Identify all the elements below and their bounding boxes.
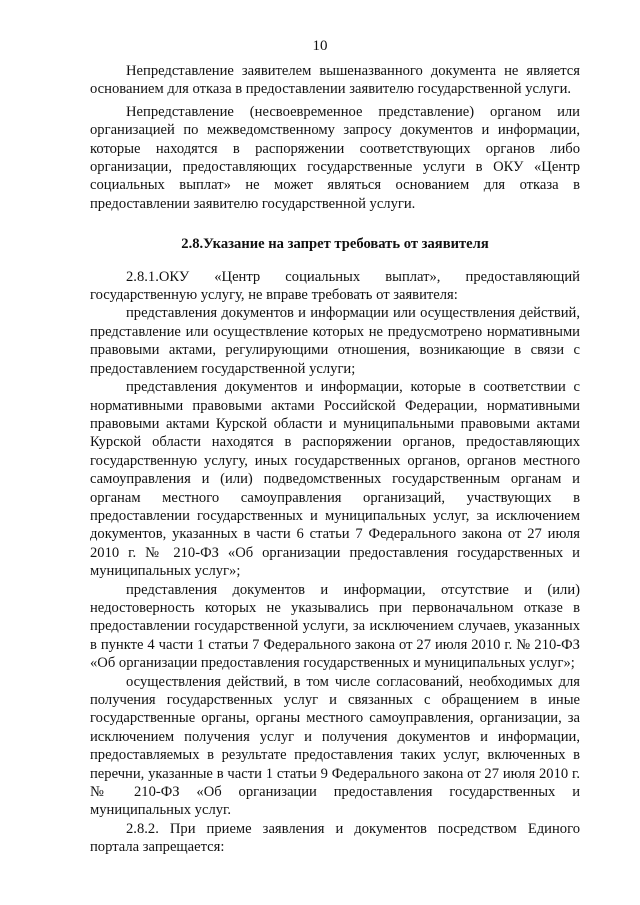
- paragraph-item-documents-in-possession: представления документов и информации, которые в соответствии с нормативными правовыми актами Российской Федерации, нормативными правовыми актами Курской области и муниципальными правовыми актами Курской области находятся в распоряжении органов, предоставляющих государственную услугу, иных государственных органов, органов местного самоуправления и (или) подведомственных государственным органам и органам местного самоуправления организаций, участвующих в предоставлении государственных и муниципальных услуг, за исключением документов, указанных в части 6 статьи 7 Федерального закона от 27 июля 2010 г. № 210-ФЗ «Об организации предоставления государственных и муниципальных услуг»;: [90, 379, 580, 580]
- document-body: [90, 62, 580, 857]
- paragraph-item-documents-not-required: представления документов и информации или осуществления действий, представление или осуществление которых не предусмотрено нормативными правовыми актами, регулирующими отношения, возникающие в связи с предоставлением государственной услуги;: [90, 305, 580, 377]
- paragraph-nonsubmission-applicant: Непредставление заявителем вышеназванного документа не является основанием для отказа в предоставлении заявителю государственной услуги.: [90, 63, 580, 98]
- paragraph-item-unreliable-documents: представления документов и информации, отсутствие и (или) недостоверность которых не указывались при первоначальном отказе в предоставлении государственной услуги, за исключением случаев, указанных в пункте 4 части 1 статьи 7 Федерального закона от 27 июля 2010 г. № 210-ФЗ «Об организации предоставления государственных и муниципальных услуг»;: [90, 581, 580, 672]
- section-heading-2-8: 2.8.Указание на запрет требовать от заявителя: [181, 236, 489, 253]
- paragraph-2-8-2: 2.8.2. При приеме заявления и документов посредством Единого портала запрещается:: [90, 820, 580, 856]
- paragraph-2-8-1: 2.8.1.ОКУ «Центр социальных выплат», предоставляющий государственную услугу, не вправе требовать от заявителя:: [90, 268, 580, 304]
- page-number: 10: [312, 38, 328, 54]
- paragraph-nonsubmission-interagency: Непредставление (несвоевременное представление) органом или организацией по межведомственному запросу документов и информации, которые находятся в распоряжении соответствующих органов либо организации, предоставляющих государственные услуги в ОКУ «Центр социальных выплат» не может являться основанием для отказа в предоставлении заявителю государственной услуги.: [90, 103, 580, 212]
- paragraph-item-actions-approvals: осуществления действий, в том числе согласований, необходимых для получения государственных услуг и связанных с обращением в иные государственные органы, органы местного самоуправления, организации, за исключением получения услуг и получения документов и информации, предоставляемых в результате предоставления таких услуг, включенных в перечни, указанные в части 1 статьи 9 Федерального закона от 27 июля 2010 г. № 210-ФЗ «Об организации предоставления государственных и муниципальных услуг.: [90, 673, 580, 819]
